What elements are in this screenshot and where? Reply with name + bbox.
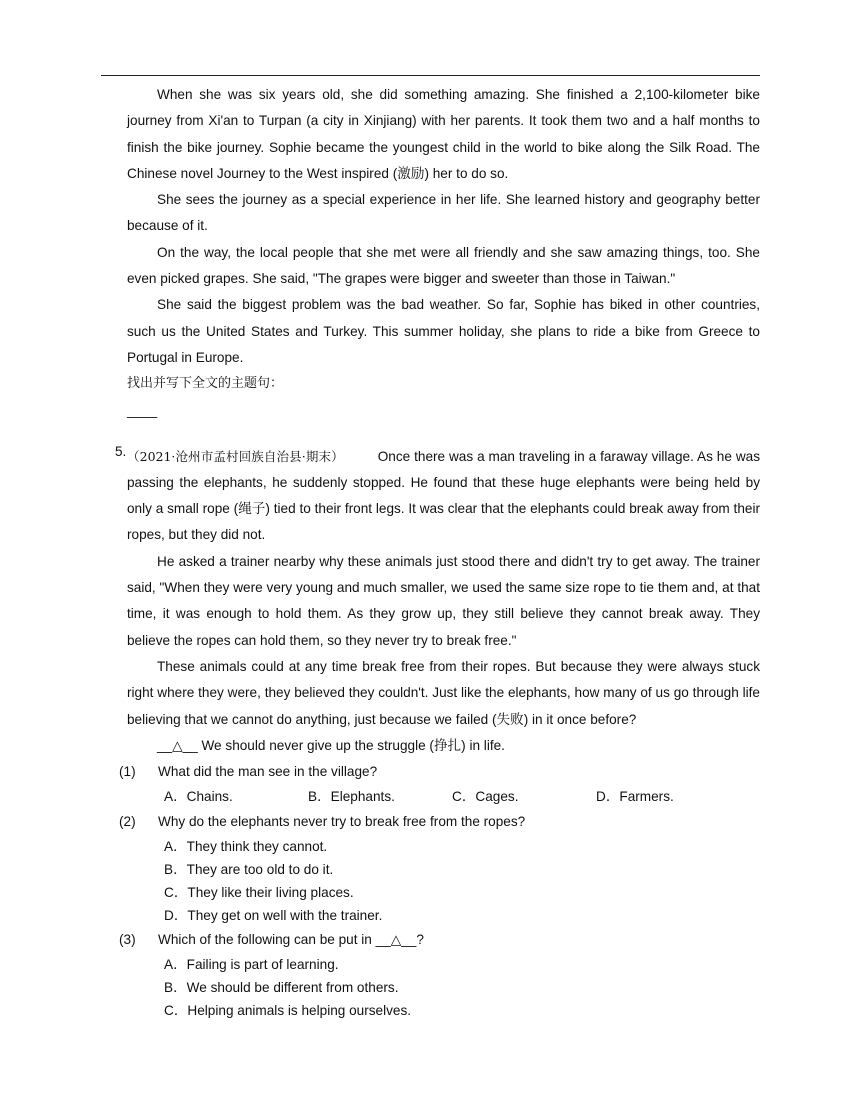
- passage4-instruction: 找出并写下全文的主题句：: [127, 376, 284, 392]
- header-rule: [101, 75, 760, 76]
- question-5-paragraph-4: __△__ We should never give up the struggle (挣扎) in life.: [157, 737, 505, 753]
- question-5: [115, 443, 760, 1023]
- option-3a[interactable]: A．Failing is part of learning.: [164, 957, 339, 973]
- question-5-first-line: Once there was a man traveling in a faraway village. As he was passing the elephants, he suddenly stopped. He found that these huge elephants were being held by only a small rope (绳子) tied to their front legs. It was clear that the elephants could break away from their ropes, but they did not.: [127, 448, 760, 543]
- passage4-paragraph-3: On the way, the local people that she met were all friendly and she saw amazing things, too. She even picked grapes. She said, "The grapes were bigger and sweeter than those in Taiwan.": [127, 244, 760, 287]
- subquestion-2-number: (2): [119, 814, 136, 830]
- subquestion-2: [119, 809, 760, 835]
- subquestion-3: [119, 927, 760, 953]
- subquestion-1-text: What did the man see in the village?: [158, 764, 378, 780]
- subquestion-3-text: Which of the following can be put in __△__?: [158, 932, 424, 948]
- option-2a[interactable]: A．They think they cannot.: [164, 839, 328, 855]
- option-1a[interactable]: A．Chains.: [164, 789, 233, 805]
- question-source: （2021·沧州市孟村回族自治县·期末）: [127, 448, 344, 464]
- option-3b[interactable]: B．We should be different from others.: [164, 980, 399, 996]
- option-1c[interactable]: C．Cages.: [452, 789, 519, 805]
- subquestion-1-number: (1): [119, 764, 136, 780]
- option-3c[interactable]: C．Helping animals is helping ourselves.: [164, 1003, 412, 1019]
- subquestion-1: [119, 759, 760, 785]
- option-2c[interactable]: C．They like their living places.: [164, 885, 354, 901]
- option-1b[interactable]: B．Elephants.: [308, 789, 395, 805]
- option-2b[interactable]: B．They are too old to do it.: [164, 862, 334, 878]
- question-number: 5.: [115, 443, 127, 459]
- option-1d[interactable]: D．Farmers.: [596, 789, 674, 805]
- page-content: [115, 82, 760, 1022]
- passage4-paragraph-4: She said the biggest problem was the bad weather. So far, Sophie has biked in other countries, such us the United States and Turkey. This summer holiday, she plans to ride a bike from Greece to Portugal in Europe.: [127, 297, 760, 365]
- question-5-paragraph-2: He asked a trainer nearby why these animals just stood there and didn't try to get away. The trainer said, "When they were very young and much smaller, we used the same size rope to tie them and, at that time, it was enough to hold them. As they grow up, they still believe they cannot break away. They believe the ropes can hold them, so they never try to break free.": [127, 553, 760, 648]
- question-5-first-paragraph: [127, 444, 760, 549]
- question-5-paragraph-3: These animals could at any time break free from their ropes. But because they were always stuck right where they were, they believed they couldn't. Just like the elephants, how many of us go through life believing that we cannot do anything, just because we failed (失败) in it once before?: [127, 658, 760, 727]
- subquestion-2-text: Why do the elephants never try to break free from the ropes?: [158, 814, 526, 830]
- passage4-paragraph-2: She sees the journey as a special experience in her life. She learned history and geography better because of it.: [127, 192, 760, 234]
- subquestion-3-number: (3): [119, 932, 136, 948]
- subquestion-1-options: [127, 785, 760, 809]
- passage4-answer-blank: ____: [127, 402, 158, 418]
- passage4-paragraph-1: When she was six years old, she did something amazing. She finished a 2,100-kilometer bike journey from Xi'an to Turpan (a city in Xinjiang) with her parents. It took them two and a half months to finish the bike journey. Sophie became the youngest child in the world to bike along the Silk Road. The Chinese novel Journey to the West inspired (激励) her to do so.: [127, 87, 760, 181]
- option-2d[interactable]: D．They get on well with the trainer.: [164, 908, 383, 924]
